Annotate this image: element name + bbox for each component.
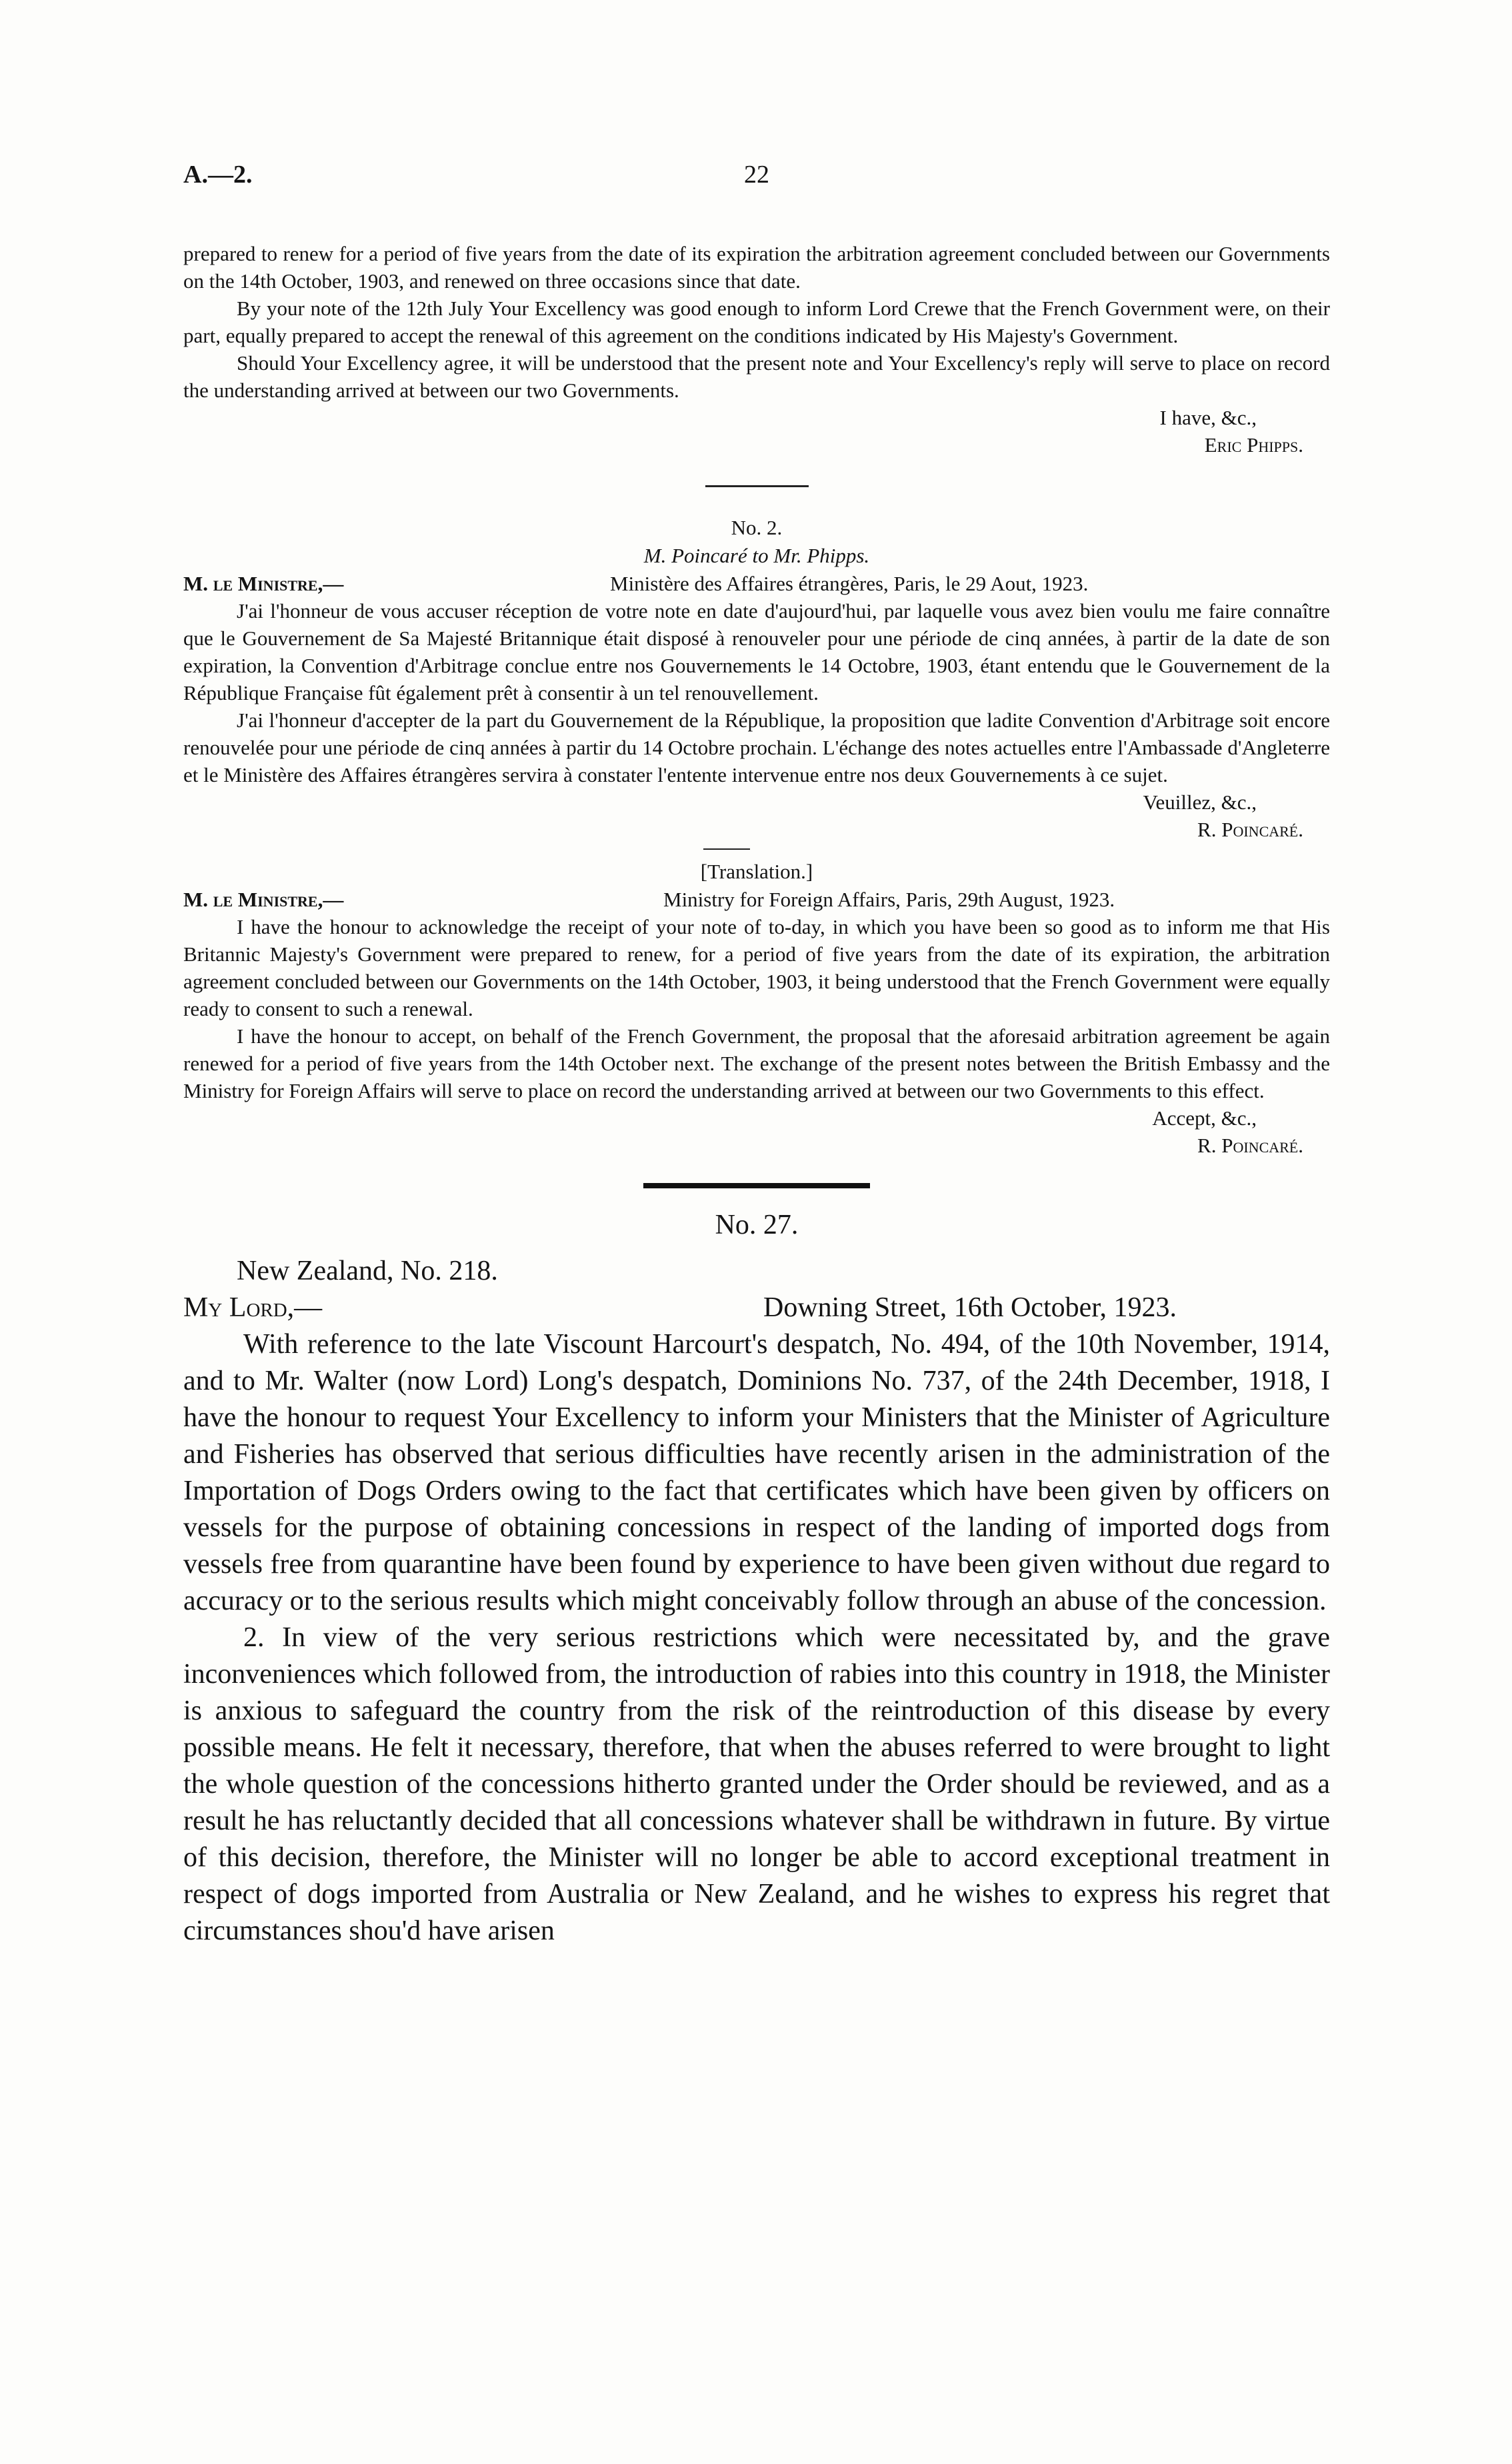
- signature: R. Poincaré.: [1197, 818, 1303, 841]
- letter-phipps-continued: [183, 240, 1330, 404]
- salutation-line: [183, 570, 1330, 597]
- salutation: My Lord,—: [183, 1292, 323, 1323]
- paragraph: 2. In view of the very serious restrictions which were necessitated by, and the grave inconveniences which followed from, the introduction of rabies into this country in 1918, the Minister is anxious to safeguard the country from the risk of the reintroduction of this disease by every possible means. He felt it necessary, therefore, that when the abuses referred to were brought to light the whole question of the concessions hitherto granted under the Order should be reviewed, and as a result he has reluctantly decided that all concessions whatever shall be withdrawn in future. By virtue of this decision, therefore, the Minister will no longer be able to accord exceptional treatment in respect of dogs imported from Australia or New Zealand, and he wishes to express his regret that circumstances shou'd have arisen: [183, 1622, 1330, 1946]
- closing: Veuillez, &c.,: [1143, 790, 1257, 814]
- document-page: [183, 0, 1330, 1949]
- closing: I have, &c.,: [1159, 406, 1257, 429]
- dateline: Ministry for Foreign Affairs, Paris, 29th August, 1923.: [663, 888, 1115, 911]
- letter-poincare-translation: [183, 913, 1330, 1104]
- document-number: No. 27.: [715, 1210, 799, 1240]
- section-divider: [705, 485, 809, 487]
- paragraph: J'ai l'honneur de vous accuser réception de votre note en date d'aujourd'hui, par laquelle vous avez bien voulu me faire connaître que le Gouvernement de Sa Majesté Britannique était disposé à renouveler pour une période de cinq années, à partir de la date de son expiration, la Convention d'Arbitrage conclue entre nos Gouvernements le 14 Octobre, 1903, étant entendu que le Gouvernement de la République Française fût également prêt à consentir à un tel renouvellement.: [183, 599, 1330, 704]
- signature-block: [183, 404, 1330, 459]
- translation-heading: [Translation.]: [700, 860, 813, 883]
- page-number: 22: [744, 161, 769, 189]
- section-divider: [643, 1183, 870, 1188]
- dateline: Downing Street, 16th October, 1923.: [763, 1292, 1177, 1323]
- paragraph: I have the honour to acknowledge the receipt of your note of to-day, in which you have been so good as to inform me that His Britannic Majesty's Government were prepared to renew, for a period of five years from the date of its expiration, the arbitration agreement concluded between our Governments on the 14th October, 1903, it being understood that the French Government were equally ready to consent to such a renewal.: [183, 915, 1330, 1020]
- dateline: Ministère des Affaires étrangères, Paris, le 29 Aout, 1923.: [610, 572, 1089, 595]
- signature-block: [183, 788, 1330, 843]
- despatch-reference: New Zealand, No. 218.: [237, 1256, 498, 1286]
- salutation-line: [183, 886, 1330, 913]
- section-divider: [703, 848, 750, 850]
- document-number: No. 2.: [731, 516, 783, 539]
- paragraph: I have the honour to accept, on behalf of the French Government, the proposal that the aforesaid arbitration agreement be again renewed for a period of five years from the 14th October next. The exchange of the present notes between the British Embassy and the Ministry for Foreign Affairs will serve to place on record the understanding arrived at between our two Governments to this effect.: [183, 1024, 1330, 1102]
- letter-poincare-french: [183, 597, 1330, 788]
- salutation: M. le Ministre,—: [183, 888, 344, 911]
- salutation-line: [183, 1290, 1330, 1326]
- signature: Eric Phipps.: [1204, 433, 1303, 457]
- closing: Accept, &c.,: [1152, 1106, 1257, 1130]
- signature-block: [183, 1104, 1330, 1159]
- despatch-no27: [183, 1207, 1330, 1949]
- document-subtitle: M. Poincaré to Mr. Phipps.: [643, 544, 870, 567]
- paragraph: prepared to renew for a period of five years from the date of its expiration the arbitration agreement concluded between our Governments on the 14th October, 1903, and renewed on three occasions since that date.: [183, 242, 1330, 293]
- page-header: [183, 160, 1330, 240]
- paragraph: Should Your Excellency agree, it will be understood that the present note and Your Excellency's reply will serve to place on record the understanding arrived at between our two Governments.: [183, 351, 1330, 402]
- paragraph: J'ai l'honneur d'accepter de la part du Gouvernement de la République, la proposition que ladite Convention d'Arbitrage soit encore renouvelée pour une période de cinq années à partir du 14 Octobre prochain. L'échange des notes actuelles entre l'Ambassade d'Angleterre et le Ministère des Affaires étrangères servira à constater l'entente intervenue entre nos deux Gouvernements à ce sujet.: [183, 708, 1330, 786]
- salutation: M. le Ministre,—: [183, 572, 344, 595]
- paragraph: With reference to the late Viscount Harcourt's despatch, No. 494, of the 10th November, 1914, and to Mr. Walter (now Lord) Long's despatch, Dominions No. 737, of the 24th December, 1918, I have the honour to request Your Excellency to inform your Ministers that the Minister of Agriculture and Fisheries has observed that serious difficulties have recently arisen in the administration of the Importation of Dogs Orders owing to the fact that certificates which have been given by officers on vessels for the purpose of obtaining concessions in respect of the landing of imported dogs from vessels free from quarantine have been found by experience to have been given without due regard to accuracy or to the serious results which might conceivably follow through an abuse of the concession.: [183, 1329, 1330, 1616]
- document-reference: A.—2.: [183, 161, 253, 189]
- paragraph: By your note of the 12th July Your Excellency was good enough to inform Lord Crewe that the French Government were, on their part, equally prepared to accept the renewal of this agreement on the conditions indicated by His Majesty's Government.: [183, 297, 1330, 347]
- signature: R. Poincaré.: [1197, 1134, 1303, 1157]
